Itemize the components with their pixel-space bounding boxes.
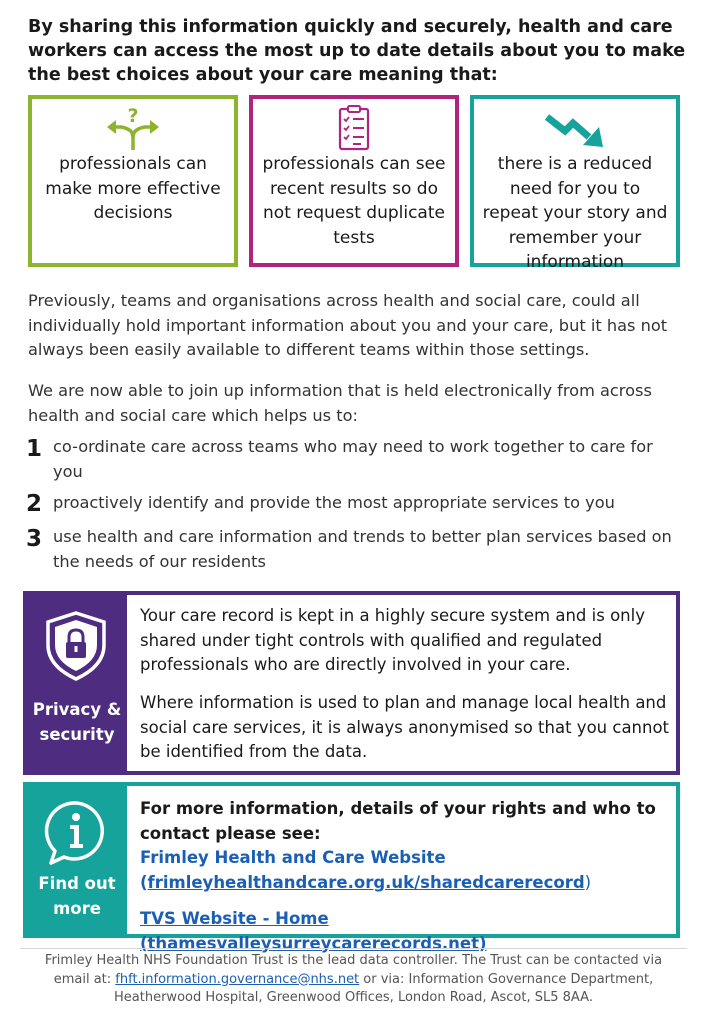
card-text: professionals can see recent results so do not request duplicate tests: [262, 154, 446, 248]
more-label: Find out: [38, 874, 116, 893]
footer-email-suffix: or via: Information Governance Department,: [359, 971, 654, 987]
decision-arrows-question-icon: [32, 105, 234, 151]
frimley-website-link-line[interactable]: [140, 871, 675, 896]
footer: [20, 948, 687, 1008]
privacy-label: Privacy &: [32, 700, 122, 719]
list-item-text: use health and care information and trends to better plan services based on the needs of our residents: [53, 527, 672, 571]
join-up-paragraph: We are now able to join up information that is held electronically from across health and social care which helps us to:: [28, 381, 652, 425]
more-sidebar: [27, 786, 127, 934]
card-text: there is a reduced need for you to repeat your story and remember your information: [482, 154, 668, 272]
list-item-text: co-ordinate care across teams who may need to work together to care for you: [53, 437, 653, 481]
frimley-website-url[interactable]: frimleyhealthandcare.org.uk/sharedcarerecord: [147, 873, 585, 892]
card-reduced-repeat: [470, 95, 680, 272]
footer-line: Frimley Health NHS Foundation Trust is the lead data controller. The Trust can be contacted via: [44, 953, 663, 968]
footer-email-prefix: email at:: [53, 971, 116, 987]
downward-trend-arrow-icon: [474, 105, 676, 151]
list-item-text: proactively identify and provide the most appropriate services to you: [53, 493, 615, 512]
privacy-paragraph: Your care record is kept in a highly secure system and is only shared under tight controls with qualified and regulated professionals who are directly involved in your care.: [140, 606, 645, 674]
more-label: more: [53, 899, 101, 918]
tvs-website-link[interactable]: TVS Website - Home (thamesvalleysurreycarerecords.net): [140, 909, 487, 953]
footer-line: Heatherwood Hospital, Greenwood Offices, London Road, Ascot, SL5 8AA.: [114, 990, 593, 1005]
card-results: [249, 95, 459, 267]
privacy-security-box: [23, 591, 680, 775]
info-speech-bubble-icon: [44, 800, 108, 870]
frimley-website-link-title[interactable]: Frimley Health and Care Website: [140, 848, 446, 867]
shield-padlock-icon: [45, 611, 107, 685]
privacy-sidebar: [27, 595, 127, 771]
privacy-paragraph: Where information is used to plan and manage local health and social care services, it is always anonymised so that you cannot be identified from the data.: [140, 693, 670, 761]
clipboard-checklist-icon: [253, 105, 455, 151]
previously-paragraph: Previously, teams and organisations across health and social care, could all individually hold important information about you and your care, but it has not always been easily available to different teams within those settings.: [28, 291, 668, 359]
card-text: professionals can make more effective decisions: [45, 154, 221, 223]
find-out-more-box: [23, 782, 680, 953]
intro-text: By sharing this information quickly and securely, health and care workers can access the most up to date details about you to make the best choices about your care meaning that:: [28, 17, 686, 85]
more-content: [131, 786, 676, 953]
card-effective-decisions: [28, 95, 238, 267]
link-close-paren: ): [584, 873, 592, 892]
privacy-content: [131, 595, 676, 771]
svg-text:?: ?: [127, 105, 139, 127]
footer-email-link[interactable]: fhft.information.governance@nhs.net: [115, 971, 360, 987]
link-open-paren: (: [140, 873, 148, 892]
list-number: 2: [26, 491, 43, 517]
more-intro: For more information, details of your rights and who to contact please see:: [140, 799, 656, 843]
list-number: 1: [26, 436, 43, 462]
footer-line: [20, 971, 687, 990]
list-number: 3: [26, 526, 43, 552]
privacy-label: security: [39, 725, 115, 744]
